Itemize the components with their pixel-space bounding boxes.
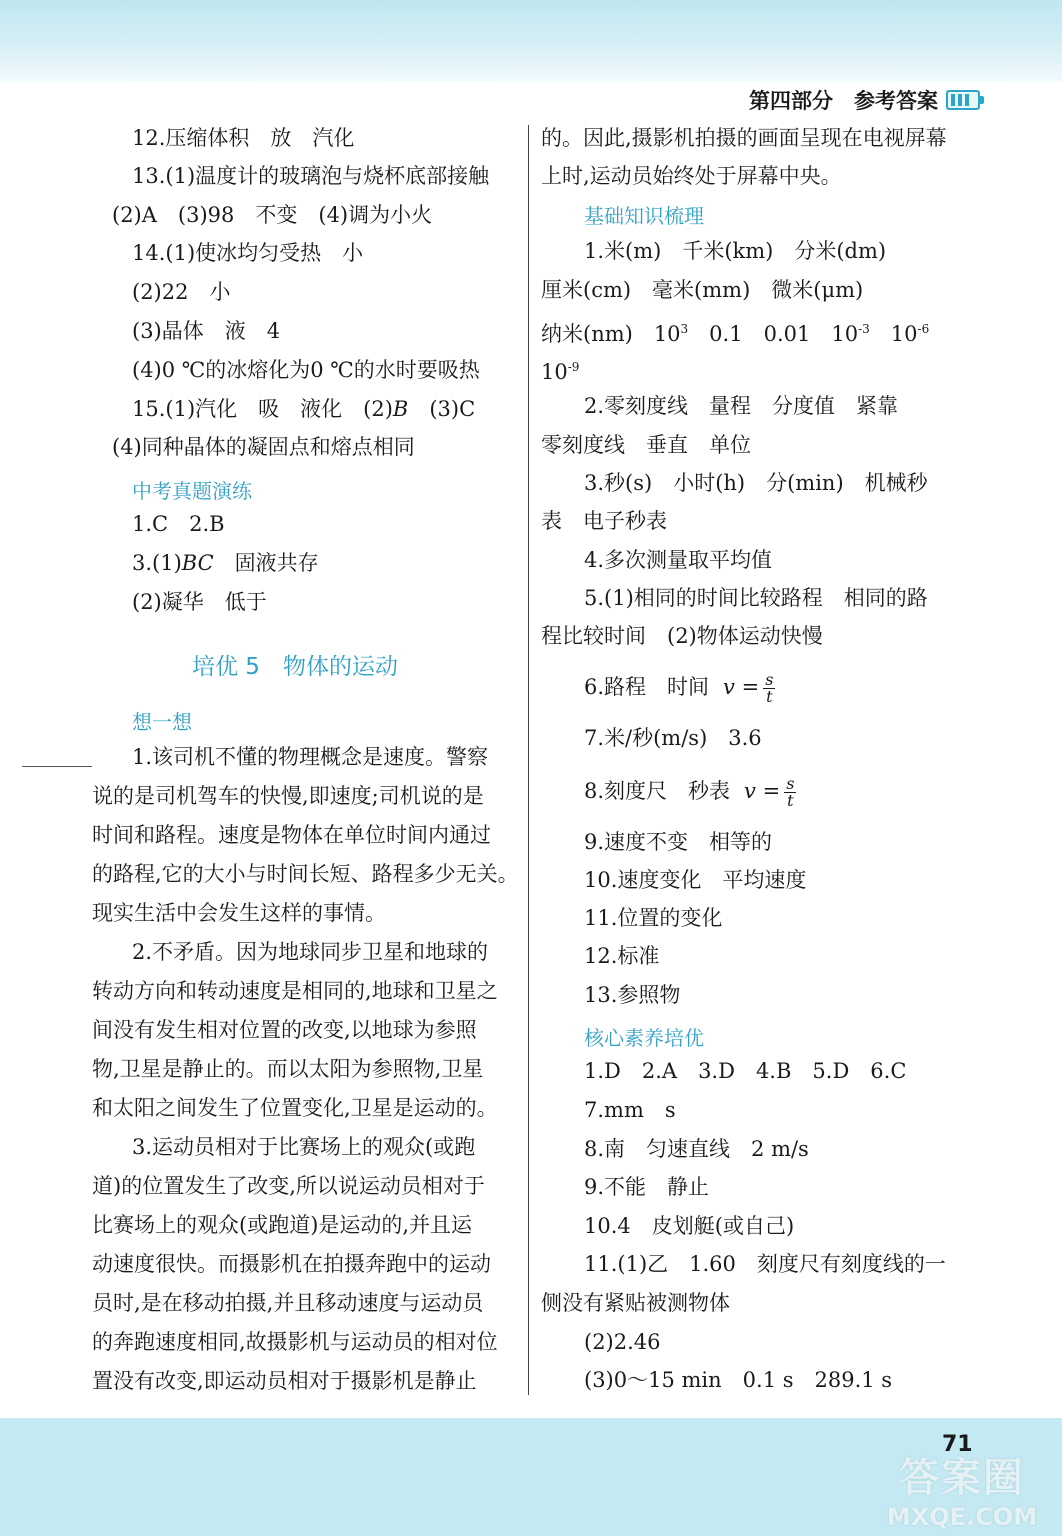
superscript: -9: [567, 360, 580, 374]
paragraph-line: 1.该司机不懂的物理概念是速度。警察: [132, 745, 489, 769]
answer-line: 厘米(cm) 毫米(mm) 微米(μm): [541, 278, 864, 302]
paragraph-line: 物,卫星是静止的。而以太阳为参照物,卫星: [92, 1057, 484, 1081]
page-header: [700, 86, 980, 114]
fraction-numerator: s: [786, 774, 795, 793]
answer-line: 10.4 皮划艇(或自己): [584, 1214, 795, 1238]
paragraph-line: 转动方向和转动速度是相同的,地球和卫星之: [92, 979, 498, 1003]
answer-line: (2)22 小: [132, 280, 231, 304]
page-number: 71: [942, 1432, 973, 1457]
paragraph-line: 的奔跑速度相同,故摄影机与运动员的相对位: [92, 1330, 498, 1354]
column-divider: [528, 125, 529, 1395]
answer-line: 13.(1)温度计的玻璃泡与烧杯底部接触: [132, 164, 490, 188]
text-segment: 6.路程 时间: [584, 675, 710, 699]
text-segment: BC: [181, 551, 214, 575]
fraction-denominator: t: [787, 791, 794, 810]
answer-line: 7.米/秒(m/s) 3.6: [584, 726, 762, 750]
answer-line: [584, 672, 775, 705]
answer-line: 8.南 匀速直线 2 m/s: [584, 1137, 809, 1161]
superscript: -3: [858, 322, 870, 336]
paragraph-line: 时间和路程。速度是物体在单位时间内通过: [92, 823, 491, 847]
watermark-site-text: MXQE.COM: [886, 1502, 1038, 1531]
text-segment: 纳米(nm) 10: [541, 322, 681, 346]
answer-line: 1.D 2.A 3.D 4.B 5.D 6.C: [584, 1059, 907, 1083]
answer-line: 1.米(m) 千米(km) 分米(dm): [584, 239, 887, 263]
answer-line: (2)A (3)98 不变 (4)调为小火: [112, 203, 433, 227]
paragraph-line: 和太阳之间发生了位置变化,卫星是运动的。: [92, 1096, 498, 1120]
paragraph-line: 的路程,它的大小与时间长短、路程多少无关。: [92, 862, 519, 886]
superscript: 3: [680, 322, 689, 336]
section-heading: 中考真题演练: [132, 479, 252, 503]
text-segment: 8.刻度尺 秒表: [584, 779, 731, 803]
answer-line: (2)凝华 低于: [132, 590, 267, 614]
section-heading: 想一想: [132, 710, 192, 734]
answer-line: (4)同种晶体的凝固点和熔点相同: [112, 435, 415, 459]
fraction-s-over-t: [784, 776, 796, 809]
answer-line: 9.不能 静止: [584, 1175, 710, 1199]
answer-line: [584, 776, 796, 809]
paragraph-line: 动速度很快。而摄影机在拍摄奔跑中的运动: [92, 1252, 491, 1276]
answer-line: (3)0～15 min 0.1 s 289.1 s: [584, 1368, 893, 1392]
paragraph-line: 上时,运动员始终处于屏幕中央。: [541, 164, 842, 188]
watermark-logo: [872, 1446, 1052, 1530]
answer-line: 程比较时间 (2)物体运动快慢: [541, 624, 823, 648]
section-heading: 核心素养培优: [584, 1026, 704, 1050]
answer-line: 7.mm s: [584, 1098, 676, 1122]
answer-line: 13.参照物: [584, 983, 681, 1007]
answer-line: 1.C 2.B: [132, 512, 225, 536]
text-segment: B: [392, 397, 409, 421]
fraction-numerator: s: [765, 670, 774, 689]
text-segment: 10: [869, 322, 918, 346]
answer-line: 11.位置的变化: [584, 906, 723, 930]
answer-line: 14.(1)使冰均匀受热 小: [132, 241, 364, 265]
answer-line: 零刻度线 垂直 单位: [541, 433, 751, 457]
margin-rule: [22, 766, 92, 767]
paragraph-line: 比赛场上的观众(或跑道)是运动的,并且运: [92, 1213, 473, 1237]
answer-line: 11.(1)乙 1.60 刻度尺有刻度线的一: [584, 1252, 946, 1276]
paragraph-line: 置没有改变,即运动员相对于摄影机是静止: [92, 1369, 477, 1393]
fraction-s-over-t: [763, 672, 775, 705]
answer-line: 表 电子秒表: [541, 509, 667, 533]
paragraph-line: 3.运动员相对于比赛场上的观众(或跑: [132, 1135, 476, 1159]
text-segment: 3.(1): [132, 551, 182, 575]
paragraph-line: 间没有发生相对位置的改变,以地球为参照: [92, 1018, 477, 1042]
watermark-logo-text: 答案圈: [899, 1454, 1025, 1501]
text-segment: 15.(1)汽化 吸 液化 (2): [132, 397, 393, 421]
answer-line: 12.压缩体积 放 汽化: [132, 126, 355, 150]
header-title: 第四部分 参考答案: [749, 88, 938, 113]
paragraph-line: 现实生活中会发生这样的事情。: [92, 901, 386, 925]
answer-line: 5.(1)相同的时间比较路程 相同的路: [584, 586, 928, 610]
answer-line: 4.多次测量取平均值: [584, 548, 773, 572]
chapter-title: 培优 5 物体的运动: [192, 654, 398, 680]
formula-v: v =: [723, 675, 760, 699]
battery-icon: [946, 90, 980, 110]
formula-v: v =: [744, 779, 781, 803]
top-decorative-band: [0, 0, 1062, 82]
paragraph-line: 员时,是在移动拍摄,并且移动速度与运动员: [92, 1291, 484, 1315]
text-segment: 0.1 0.01 10: [688, 322, 859, 346]
answer-line: [132, 395, 475, 423]
answer-line: 2.零刻度线 量程 分度值 紧靠: [584, 394, 899, 418]
answer-line: (3)晶体 液 4: [132, 319, 281, 343]
section-heading: 基础知识梳理: [584, 204, 704, 228]
paragraph-line: 的。因此,摄影机拍摄的画面呈现在电视屏幕: [541, 126, 947, 150]
paragraph-line: 道)的位置发生了改变,所以说运动员相对于: [92, 1174, 485, 1198]
answer-line: 3.秒(s) 小时(h) 分(min) 机械秒: [584, 471, 928, 495]
answer-line: [132, 549, 319, 577]
answer-line: 10.速度变化 平均速度: [584, 868, 807, 892]
answer-line: 12.标准: [584, 944, 660, 968]
answer-line: [541, 315, 929, 348]
fraction-denominator: t: [766, 687, 773, 706]
answer-line: (2)2.46: [584, 1330, 661, 1354]
superscript: -6: [917, 322, 930, 336]
text-segment: 固液共存: [213, 551, 319, 575]
text-segment: 10: [541, 360, 568, 384]
answer-line: 9.速度不变 相等的: [584, 830, 773, 854]
answer-line: 侧没有紧贴被测物体: [541, 1291, 730, 1315]
text-segment: (3)C: [408, 397, 476, 421]
paragraph-line: 说的是司机驾车的快慢,即速度;司机说的是: [92, 784, 484, 808]
paragraph-line: 2.不矛盾。因为地球同步卫星和地球的: [132, 940, 489, 964]
answer-line: [541, 353, 579, 386]
answer-line: (4)0 ℃的冰熔化为0 ℃的水时要吸热: [132, 358, 480, 382]
